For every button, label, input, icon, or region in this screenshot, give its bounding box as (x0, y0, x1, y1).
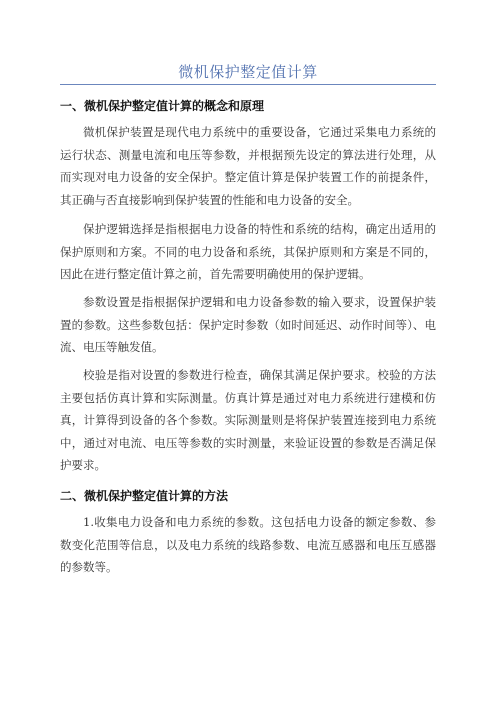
section-heading-concept: 一、微机保护整定值计算的概念和原理 (60, 99, 265, 113)
section-heading-method: 二、微机保护整定值计算的方法 (60, 489, 229, 503)
title-divider (60, 84, 436, 85)
paragraph-verification: 校验是指对设置的参数进行检查，确保其满足保护要求。校验的方法主要包括仿真计算和实际测量。仿真计算是通过对电力系统进行建模和仿真，计算得到设备的各个参数。实际测量则是将保护装置连接到电力系统中，通过对电流、电压等参数的实时测量，来验证设置的参数是否满足保护要求。 (60, 368, 436, 472)
document-title: 微机保护整定值计算 (178, 63, 318, 81)
paragraph-step-1: 1.收集电力设备和电力系统的参数。这包括电力设备的额定参数、参数变化范围等信息，以及电力系统的线路参数、电流互感器和电压互感器的参数等。 (60, 515, 436, 574)
paragraph-parameter-setting: 参数设置是指根据保护逻辑和电力设备参数的输入要求，设置保护装置的参数。这些参数包括：保护定时参数（如时间延迟、动作时间等）、电流、电压等触发值。 (60, 295, 436, 354)
paragraph-intro: 微机保护装置是现代电力系统中的重要设备，它通过采集电力系统的运行状态、测量电流和电压等参数，并根据预先设定的算法进行处理，从而实现对电力设备的安全保护。整定值计算是保护装置工作的前提条件，其正确与否直接影响到保护装置的性能和电力设备的安全。 (60, 125, 436, 207)
paragraph-logic-selection: 保护逻辑选择是指根据电力设备的特性和系统的结构，确定出适用的保护原则和方案。不同的电力设备和系统，其保护原则和方案是不同的，因此在进行整定值计算之前，首先需要明确使用的保护逻辑。 (60, 222, 436, 281)
